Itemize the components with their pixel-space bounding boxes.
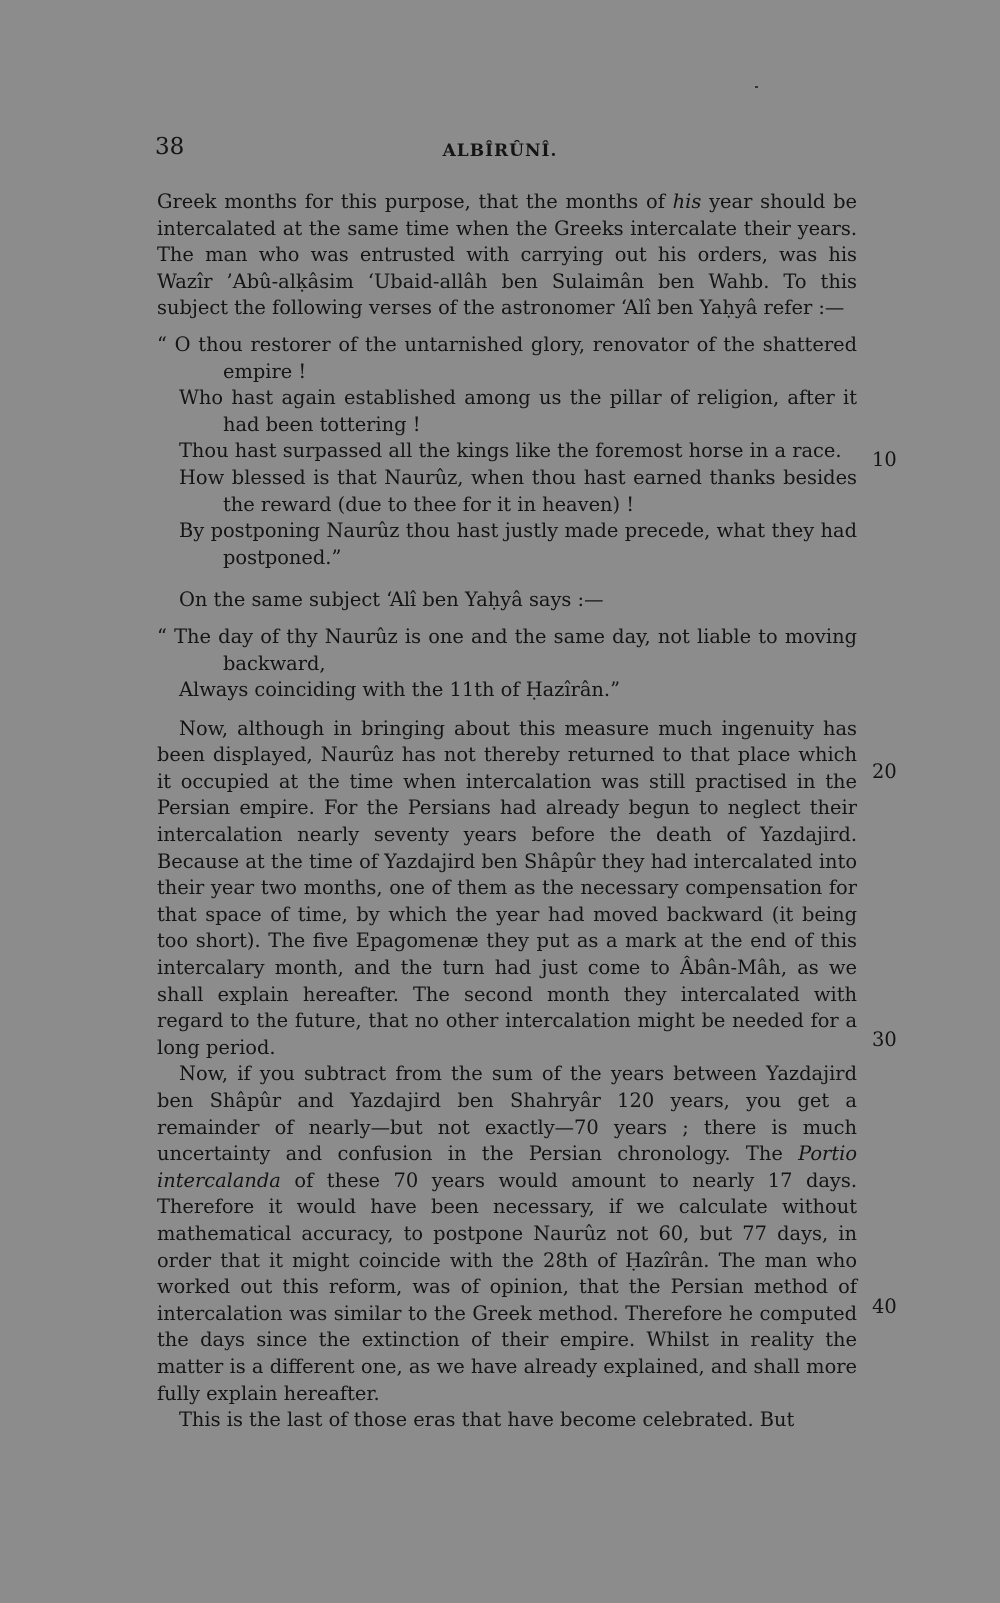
verse-line: Always coinciding with the 11th of Ḥazîrân.” — [179, 678, 620, 702]
poem-2 — [157, 624, 857, 704]
intro-paragraph: Greek months for this purpose, that the months of his year should be intercalated at the same time when the Greeks intercalate their years. The man who was entrusted with carrying out his orders, was his Wazîr ’Abû-alḳâsim ‘Ubaid-allâh ben Sulaimân ben Wahb. To this subject the following verses of the astronomer ‘Alî ben Yaḥyâ refer :— — [157, 190, 858, 320]
speck-mark — [755, 86, 758, 88]
main-text — [157, 189, 857, 1434]
line-number: 30 — [872, 1028, 897, 1051]
emphasis: his — [672, 190, 702, 213]
line-number: 20 — [872, 760, 897, 783]
verse-line: Thou hast surpassed all the kings like the foremost horse in a race. — [179, 439, 842, 463]
same-subject-line: On the same subject ‘Alî ben Yaḥyâ says :— — [179, 588, 604, 612]
verse-line: “ The day of thy Naurûz is one and the same day, not liable to moving backward, — [157, 624, 857, 675]
emphasis: Portio intercalanda — [157, 1142, 857, 1192]
paragraph: This is the last of those eras that have become celebrated. But — [179, 1408, 795, 1432]
poem-1 — [157, 332, 857, 571]
line-number: 10 — [872, 448, 897, 471]
verse-line: “ O thou restorer of the untarnished glory, renovator of the shattered empire ! — [157, 332, 857, 383]
verse-line: How blessed is that Naurûz, when thou hast earned thanks besides the reward (due to thee for it in heaven) ! — [179, 465, 857, 516]
verse-line: Who hast again established among us the pillar of religion, after it had been tottering ! — [179, 386, 857, 436]
running-title: ALBÎRÛNÎ. — [442, 141, 558, 161]
paragraph: Now, although in bringing about this measure much ingenuity has been displayed, Naurûz has not thereby returned to that place which it occupied at the time when intercalation was still practised in the Persian empire. For the Persians had already begun to neglect their intercalation nearly seventy years before the death of Yazdajird. Because at the time of Yazdajird ben Shâpûr they had intercalated into their year two months, one of them as the necessary compensation for that space of time, by which the year had moved backward (it being too short). The five Epagomenæ they put as a mark at the end of this intercalary month, and the turn had just come to Âbân-Mâh, as we shall explain hereafter. The second month they intercalated with regard to the future, that no other intercalation might be needed for a long period. — [157, 716, 857, 1059]
line-number: 40 — [872, 1295, 897, 1318]
verse-line: By postponing Naurûz thou hast justly made precede, what they had postponed.” — [179, 519, 857, 569]
paragraph: Now, if you subtract from the sum of the years between Yazdajird ben Shâpûr and Yazdajird ben Shahryâr 120 years, you get a remainder of nearly—but not exactly—70 years ; there is much uncertainty and confusion in the Persian chronology. The Portio intercalanda of these 70 years would amount to nearly 17 days. Therefore it would have been necessary, if we calculate without mathematical accuracy, to postpone Naurûz not 60, but 77 days, in order that it might coincide with the 28th of Ḥazîrân. The man who worked out this reform, was of opinion, that the Persian method of intercalation was similar to the Greek method. Therefore he computed the days since the extinction of their empire. Whilst in reality the matter is a different one, as we have already explained, and shall more fully explain hereafter. — [157, 1062, 857, 1405]
page-number: 38 — [155, 134, 185, 160]
